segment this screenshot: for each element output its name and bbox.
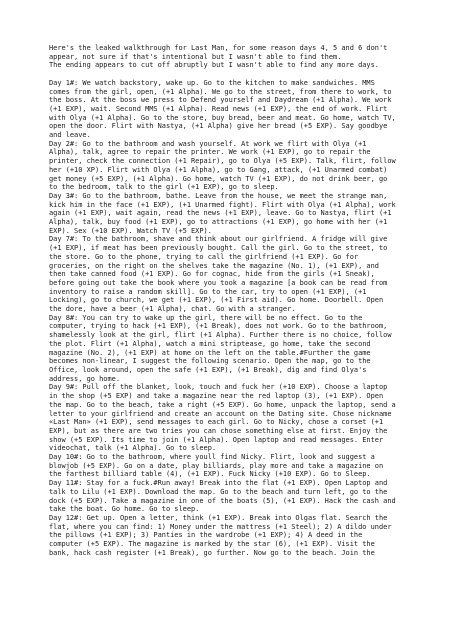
walkthrough-line: the store. Go to the phone, trying to call the girlfriend (+1 EXP). Go for <box>49 252 359 261</box>
walkthrough-line: becomes non-linear, I suggest the following scenario. Open the map, go to the <box>49 357 371 366</box>
walkthrough-line: Day 9#: Pull off the blanket, look, touch and fuck her (+10 EXP). Choose a laptop <box>49 383 388 392</box>
walkthrough-line: Alpha), talk, agree to repair the printer. We work (+1 EXP), go to repair the <box>49 148 371 157</box>
walkthrough-line: Office, look around, open the safe (+1 EXP), (+1 Break), dig and find Olya's <box>49 366 367 374</box>
walkthrough-line: comes from the girl, open, (+1 Alpha). We go to the street, from there to work, to <box>49 87 392 96</box>
walkthrough-line: EXP). Sex (+10 EXP). Watch TV (+5 EXP). <box>49 226 212 235</box>
walkthrough-line: videochat, talk (+1 Alpha). Go to sleep. <box>49 444 217 453</box>
walkthrough-line: Day 8#: You can try to wake up the girl, there will be no effect. Go to the <box>49 313 363 322</box>
walkthrough-line: Day 1#: We watch backstory, wake up. Go to the kitchen to make sandwiches. MMS <box>49 78 375 87</box>
walkthrough-line: with Olya (+1 Alpha). Go to the store, buy bread, beer and meat. Go home, watch TV, <box>49 113 396 122</box>
document-body <box>49 44 469 557</box>
walkthrough-line: Day 11#: Stay for a fuck.#Run away! Break into the flat (+1 EXP). Open Laptop and <box>49 479 388 488</box>
walkthrough-line: dock (+5 EXP). Take a magazine in one of the boats (5), (+1 EXP). Hack the cash and <box>49 496 396 505</box>
walkthrough-line: Alpha), talk, buy food (+1 EXP), go to attractions (+1 EXP), go home with her (+1 <box>49 218 388 227</box>
walkthrough-line: Day 10#: Go to the bathroom, where youll find Nicky. Flirt, look and suggest a <box>49 453 375 462</box>
walkthrough-line: (+1 EXP), if meat has been previously bought. Call the girl. Go to the street, to <box>49 244 388 253</box>
walkthrough-line: bank, hack cash register (+1 Break), go further. Now go to the beach. Join the <box>49 548 375 557</box>
walkthrough-line: kick him in the face (+1 EXP), (+1 Unarmed fight). Flirt with Olya (+1 Alpha), work <box>49 200 396 209</box>
walkthrough-line: again (+1 EXP), wait again, read the news (+1 EXP), leave. Go to Nastya, flirt (+1 <box>49 209 392 218</box>
walkthrough-line: show (+5 EXP). Its time to join (+1 Alpha). Open laptop and read messages. Enter <box>49 435 384 444</box>
intro-line: The ending appears to cut off abruptly but I wasn't able to find any more days. <box>49 61 379 70</box>
walkthrough-line: Day 12#: Get up. Open a letter, think (+1 EXP). Break into Olgas flat. Search the <box>49 513 388 522</box>
walkthrough-line: flat, where you can find: 1) Money under the mattress (+1 Steel); 2) A dildo under <box>49 522 392 531</box>
walkthrough-line: the pillows (+1 EXP); 3) Panties in the wardrobe (+1 EXP); 4) A deed in the <box>49 531 363 540</box>
walkthrough-line: then take canned food (+1 EXP). Go for cognac, hide from the girls (+1 Sneak), <box>49 270 375 279</box>
intro-line: appear, not sure if that's intentional but I wasn't able to find them. <box>49 52 342 61</box>
walkthrough-line: her (+10 XP). Flirt with Olya (+1 Alpha), go to Gang, attack, (+1 Unarmed combat) <box>49 165 388 174</box>
walkthrough-line: inventory to raise a random skill]. Go to the car, try to open (+1 EXP), (+1 <box>49 287 367 296</box>
walkthrough-line: the map. Go to the beach, take a right (+5 EXP). Go home, unpack the laptop, send a <box>49 400 396 409</box>
walkthrough-line: «Last Man» (+1 EXP), send messages to each girl. Go to Nicky, chose a corset (+1 <box>49 418 384 427</box>
walkthrough-line: the boss. At the boss we press to Defend yourself and Daydream (+1 Alpha). We work <box>49 96 392 105</box>
walkthrough-line: printer, check the connection (+1 Repair), go to Olya (+5 EXP). Talk, flirt, follow <box>49 157 396 166</box>
walkthrough-line: in the shop (+5 EXP) and take a magazine near the red laptop (3), (+1 EXP). Open <box>49 392 384 401</box>
intro-line: Here's the leaked walkthrough for Last Man, for some reason days 4, 5 and 6 don't <box>49 44 388 52</box>
walkthrough-line: letter to your girlfriend and create an account on the Dating site. Chose nickname <box>49 409 392 418</box>
walkthrough-line: the plot. Flirt (+1 Alpha), watch a mini striptease, go home, take the second <box>49 339 371 348</box>
walkthrough-line: (+1 EXP), wait. Second MMS (+1 Alpha). Read news (+1 EXP), the end of work. Flirt <box>49 104 388 113</box>
walkthrough-line: and leave. <box>49 131 91 140</box>
walkthrough-line: to the bedroom, talk to the girl (+1 EXP), go to sleep. <box>49 183 279 192</box>
paragraph-gap <box>49 70 469 79</box>
walkthrough-line: Day 7#: To the bathroom, shave and think about our girlfriend. A fridge will give <box>49 235 388 244</box>
walkthrough-line: address, go home. <box>49 374 121 383</box>
walkthrough-line: before going out take the book where you took a magazine [a book can be read from <box>49 278 388 287</box>
walkthrough-line: magazine (No. 2), (+1 EXP) at home on the left on the table.#Further the game <box>49 348 371 357</box>
walkthrough-line: Day 3#: Go to the bathroom, bathe. Leave from the house, we meet the strange man, <box>49 191 388 200</box>
walkthrough-line: computer, trying to hack (+1 EXP), (+1 Break), does not work. Go to the bathroom, <box>49 322 388 331</box>
walkthrough-line: open the door. Flirt with Nastya, (+1 Alpha) give her bread (+5 EXP). Say goodbye <box>49 122 388 131</box>
walkthrough-line: the dore, have a beer (+1 Alpha), chat. Go with a stranger. <box>49 305 296 314</box>
walkthrough-line: the farthest billiard table (4), (+1 EXP). Fuck Nicky (+10 EXP). Go to Sleep. <box>49 470 371 479</box>
walkthrough-line: take the boat. Go home. Go to sleep. <box>49 505 200 514</box>
walkthrough-line: Day 2#: Go to the bathroom and wash yourself. At work we flirt with Olya (+1 <box>49 139 367 148</box>
walkthrough-line: groceries, on the right on the shelves take the magazine (No. 1), (+1 EXP), and <box>49 261 379 270</box>
walkthrough-line: EXP), but as there are two tries you can chose something else at first. Enjoy the <box>49 426 388 435</box>
walkthrough-line: computer (+5 EXP). The magazine is marked by the star (6), (+1 EXP). Visit the <box>49 540 375 549</box>
walkthrough-line: talk to Lilu (+1 EXP). Download the map. Go to the beach and turn left, go to the <box>49 487 388 496</box>
walkthrough-line: Locking), go to church, we get (+1 EXP), (+1 First aid). Go home. Doorbell. Open <box>49 296 384 305</box>
walkthrough-line: shamelessly look at the girl, flirt (+1 Alpha). Further there is no choice, follow <box>49 331 392 340</box>
walkthrough-line: get money (+5 EXP), (+1 Alpha). Go home, watch TV (+1 EXP), do not drink beer, go <box>49 174 388 183</box>
walkthrough-line: blowjob (+5 EXP). Go on a date, play billiards, play more and take a magazine on <box>49 461 384 470</box>
